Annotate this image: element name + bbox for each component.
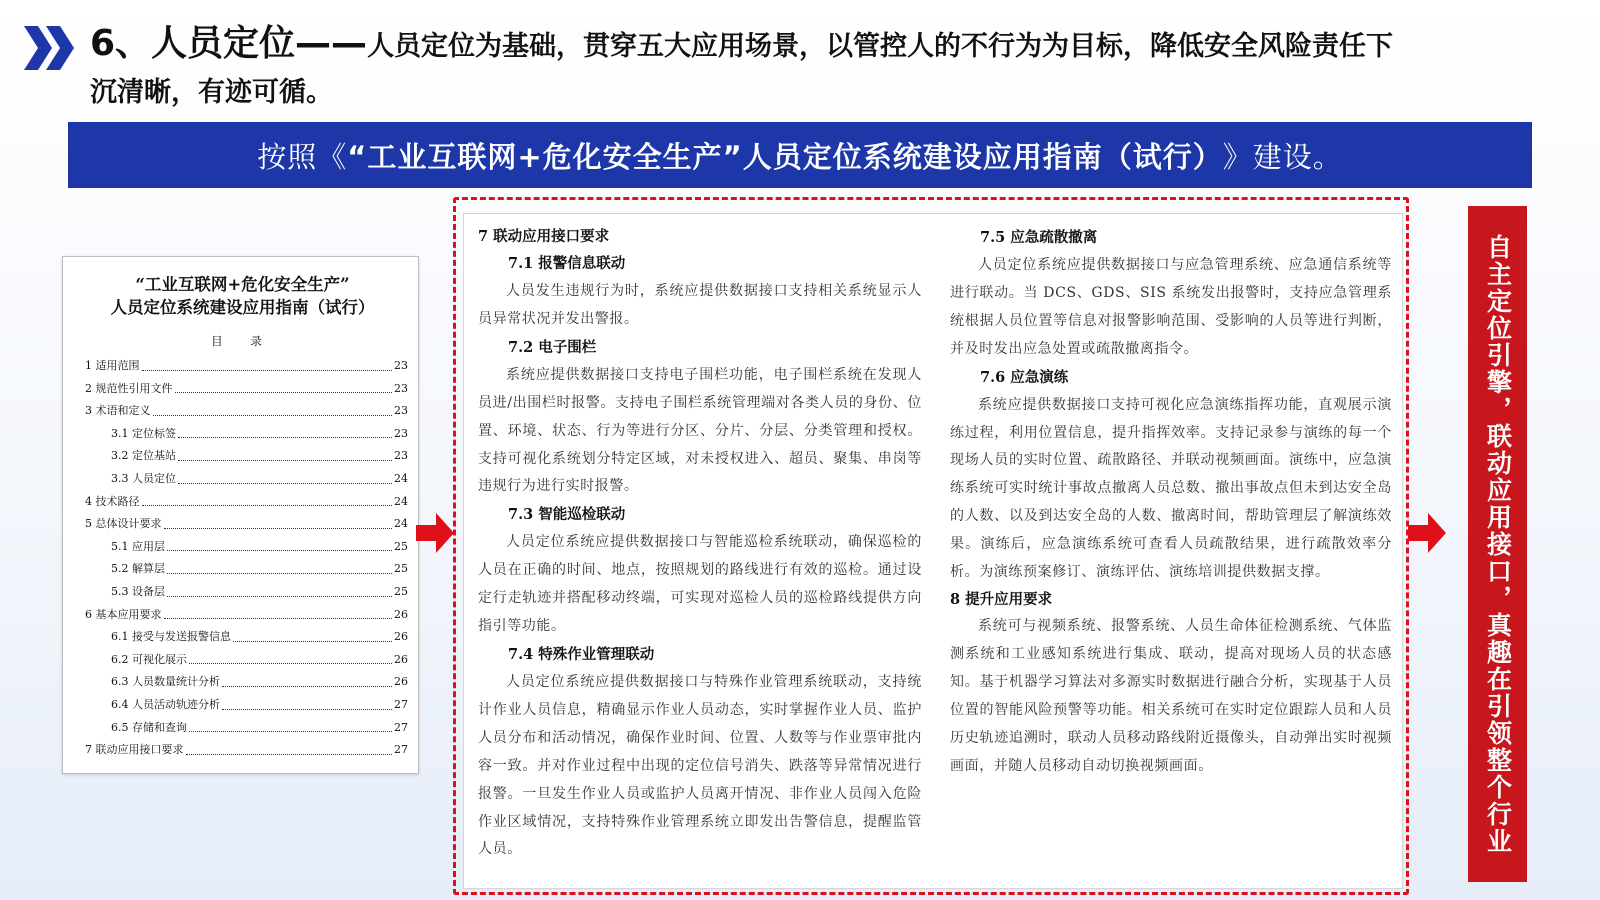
toc-entry-label: 3.3 人员定位 xyxy=(111,471,176,485)
toc-entry-label: 3.2 定位基站 xyxy=(111,449,176,463)
toc-leader-dots xyxy=(167,558,392,574)
toc-entry-page: 24 xyxy=(394,517,408,531)
toc-entry xyxy=(85,513,408,536)
toc-leader-dots xyxy=(142,355,393,371)
toc-heading: 目 录 xyxy=(211,334,274,348)
toc-entry-page: 26 xyxy=(394,652,408,666)
banner-prefix: 按照《 xyxy=(257,139,348,174)
banner-guideline-name: “工业互联网+危化安全生产”人员定位系统建设应用指南（试行） xyxy=(347,139,1223,174)
toc-entry xyxy=(85,468,408,491)
toc-leader-dots xyxy=(167,536,392,552)
toc-entry-label: 6.2 可视化展示 xyxy=(111,652,187,666)
section-heading: 8 提升应用要求 xyxy=(950,590,1053,608)
toc-entry xyxy=(85,491,408,514)
toc-entry-page: 24 xyxy=(394,494,408,508)
toc-entry xyxy=(85,626,408,649)
toc-entry xyxy=(85,717,408,740)
arrow-right-icon xyxy=(1408,513,1446,553)
toc-entry-page: 23 xyxy=(394,381,408,395)
guideline-banner xyxy=(68,122,1532,188)
page-title xyxy=(90,22,1410,117)
document-paragraph: 系统应提供数据接口支持电子围栏功能，电子围栏系统在发现人员进/出围栏时报警。支持电子围栏系统管理端对各类人员的身份、位置、环境、状态、行为等进行分区、分片、分层、分类管理和授权。支持可视化系统划分特定区域，对未授权进入、超员、聚集、串岗等违规行为进行实时报警。 xyxy=(478,366,922,495)
toc-leader-dots xyxy=(175,378,393,394)
toc-entry xyxy=(85,400,408,423)
toc-leader-dots xyxy=(186,739,393,755)
toc-entry xyxy=(85,378,408,401)
toc-entry-label: 5.2 解算层 xyxy=(111,562,165,576)
subsection-heading: 7.3 智能巡检联动 xyxy=(508,506,626,524)
toc-leader-dots xyxy=(222,671,392,687)
toc-leader-dots xyxy=(142,491,393,507)
page-title-main: 6、人员定位—— xyxy=(90,23,368,64)
toc-leader-dots xyxy=(233,626,392,642)
toc-entry-label: 4 技术路径 xyxy=(85,494,140,508)
toc-leader-dots xyxy=(189,717,392,733)
toc-entry-page: 26 xyxy=(394,675,408,689)
toc-leader-dots xyxy=(164,513,393,529)
toc-entry xyxy=(85,445,408,468)
page-title-subtitle: 人员定位为基础，贯穿五大应用场景，以管控人的不行为为目标，降低安全风险责任下沉清晰，有迹可循。 xyxy=(90,31,1394,108)
toc-entry-page: 23 xyxy=(394,404,408,418)
toc-title xyxy=(77,273,408,319)
toc-entry xyxy=(85,558,408,581)
banner-suffix: 》建设。 xyxy=(1222,139,1343,174)
subsection-heading: 7.1 报警信息联动 xyxy=(508,255,626,272)
toc-entry xyxy=(85,694,408,717)
toc-entry xyxy=(85,423,408,446)
toc-entry-label: 3 术语和定义 xyxy=(85,404,151,418)
toc-entry-page: 23 xyxy=(394,449,408,463)
toc-entry-label: 2 规范性引用文件 xyxy=(85,381,173,395)
toc-leader-dots xyxy=(153,400,393,416)
subsection-heading: 7.2 电子围栏 xyxy=(508,338,597,356)
toc-leader-dots xyxy=(167,581,392,597)
toc-leader-dots xyxy=(178,468,392,484)
toc-entry-label: 6.1 接受与发送报警信息 xyxy=(111,630,231,644)
toc-title-line1: “工业互联网+危化安全生产” xyxy=(135,275,350,294)
toc-entry-page: 25 xyxy=(394,562,408,576)
document-paragraph: 系统可与视频系统、报警系统、人员生命体征检测系统、气体监测系统和工业感知系统进行集成、联动，提高对现场人员的状态感知。基于机器学习算法对多源实时数据进行融合分析，实现基于人员位置的智能风险预警等功能。相关系统可在实时定位跟踪人员和人员历史轨迹追溯时，联动人员移动路线附近摄像头，自动弹出实时视频画面，并随人员移动自动切换视频画面。 xyxy=(950,617,1392,774)
toc-leader-dots xyxy=(164,604,393,620)
side-slogan-banner: 自主定位引擎，联动应用接口，真趣在引领整个行业 xyxy=(1468,206,1527,882)
subsection-heading: 7.6 应急演练 xyxy=(980,368,1069,386)
toc-entry xyxy=(85,536,408,559)
toc-entry xyxy=(85,739,408,762)
document-paragraph: 人员定位系统应提供数据接口与应急管理系统、应急通信系统等进行联动。当 DCS、GDS、SIS 系统发出报警时，支持应急管理系统根据人员位置等信息对报警影响范围、受影响的人员等进行判断，并及时发出应急处置或疏散撤离指令。 xyxy=(950,257,1392,357)
toc-document xyxy=(62,256,419,774)
toc-entry-page: 25 xyxy=(394,584,408,598)
toc-entry-page: 27 xyxy=(394,743,408,757)
subsection-heading: 7.5 应急疏散撤离 xyxy=(980,229,1098,246)
subsection-heading: 7.4 特殊作业管理联动 xyxy=(508,645,655,663)
toc-entry-label: 6 基本应用要求 xyxy=(85,607,162,621)
toc-leader-dots xyxy=(222,694,392,710)
document-paragraph: 人员定位系统应提供数据接口与智能巡检系统联动，确保巡检的人员在正确的时间、地点，按照规划的路线进行有效的巡检。通过设定行走轨迹并搭配移动终端，可实现对巡检人员的巡检路线提供方向指引等功能。 xyxy=(478,534,922,635)
toc-entry-label: 6.3 人员数量统计分析 xyxy=(111,675,220,689)
toc-entry-label: 3.1 定位标签 xyxy=(111,426,176,440)
highlight-frame xyxy=(453,197,1409,895)
toc-entry-page: 24 xyxy=(394,471,408,485)
toc-entry-page: 26 xyxy=(394,630,408,644)
document-paragraph: 人员定位系统应提供数据接口与特殊作业管理系统联动，支持统计作业人员信息，精确显示作业人员动态，实时掌握作业人员、监护人员分布和活动情况，确保作业时间、位置、人数等与作业票审批内容一致。并对作业过程中出现的定位信号消失、跌落等异常情况进行报警。一旦发生作业人员或监护人员离开情况、非作业人员闯入危险作业区域情况，支持特殊作业管理系统立即发出告警信息，提醒监管人员。 xyxy=(478,673,922,858)
toc-entry-label: 5 总体设计要求 xyxy=(85,517,162,531)
toc-entry-page: 27 xyxy=(394,720,408,734)
toc-entry-label: 5.3 设备层 xyxy=(111,584,165,598)
toc-entry-page: 23 xyxy=(394,426,408,440)
toc-entry xyxy=(85,649,408,672)
toc-leader-dots xyxy=(178,423,392,439)
document-paragraph: 系统应提供数据接口支持可视化应急演练指挥功能，直观展示演练过程，利用位置信息，提升指挥效率。支持记录参与演练的每一个现场人员的实时位置、疏散路径、并联动视频画面。演练中，应急演练系统可实时统计事故点撤离人员总数、撤出事故点但未到达安全岛的人数、以及到达安全岛的人数、撤离时间，帮助管理层了解演练效果。演练后，应急演练系统可查看人员疏散结果，进行疏散效率分析。为演练预案修订、演练评估、演练培训提供数据支撑。 xyxy=(950,396,1392,581)
toc-entry-label: 6.4 人员活动轨迹分析 xyxy=(111,697,220,711)
toc-entry xyxy=(85,581,408,604)
double-chevron-icon xyxy=(24,26,76,70)
toc-entry-label: 6.5 存储和查询 xyxy=(111,720,187,734)
section-heading: 7 联动应用接口要求 xyxy=(478,228,610,245)
toc-leader-dots xyxy=(178,445,392,461)
toc-list xyxy=(85,355,408,762)
toc-entry-label: 7 联动应用接口要求 xyxy=(85,743,184,757)
toc-entry-page: 27 xyxy=(394,697,408,711)
toc-entry-page: 25 xyxy=(394,539,408,553)
toc-entry-label: 1 适用范围 xyxy=(85,359,140,372)
toc-title-line2: 人员定位系统建设应用指南（试行） xyxy=(110,298,375,317)
document-paragraph: 人员发生违规行为时，系统应提供数据接口支持相关系统显示人员异常状况并发出警报。 xyxy=(478,283,922,327)
toc-entry xyxy=(85,355,408,378)
toc-entry-page: 26 xyxy=(394,607,408,621)
toc-entry-label: 5.1 应用层 xyxy=(111,539,165,553)
toc-entry-page: 23 xyxy=(394,359,408,372)
toc-entry xyxy=(85,671,408,694)
toc-leader-dots xyxy=(189,649,392,665)
toc-entry xyxy=(85,604,408,627)
arrow-right-icon xyxy=(416,513,454,553)
